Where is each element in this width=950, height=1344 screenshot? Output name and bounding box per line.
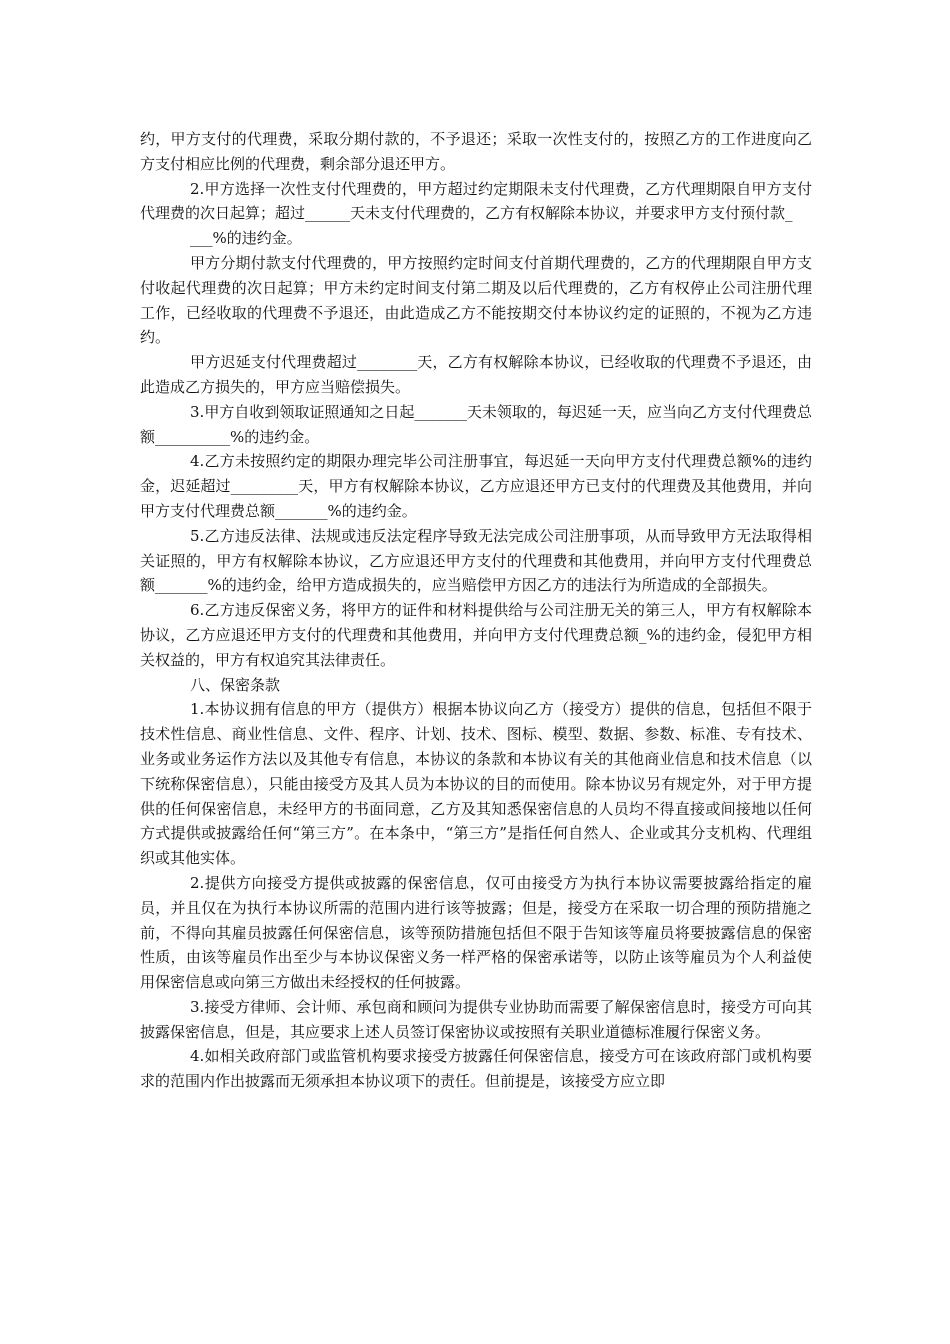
paragraph: ___%的违约金。 (190, 229, 302, 248)
document-body (140, 127, 812, 1094)
paragraph: 甲方分期付款支付代理费的，甲方按照约定时间支付首期代理费的，乙方的代理期限自甲方支付收起代理费的次日起算；甲方未约定时间支付第二期及以后代理费的，乙方有权停止公司注册代理工作，已经收取的代理费不予退还，由此造成乙方不能按期交付本协议约定的证照的，不视为乙方违约。 (140, 253, 812, 347)
paragraph: 4.如相关政府部门或监管机构要求接受方披露任何保密信息，接受方可在该政府部门或机构要求的范围内作出披露而无须承担本协议项下的责任。但前提是，该接受方应立即 (140, 1047, 812, 1091)
paragraph: 3.接受方律师、会计师、承包商和顾问为提供专业协助而需要了解保密信息时，接受方可向其披露保密信息，但是，其应要求上述人员签订保密协议或按照有关职业道德标准履行保密义务。 (140, 997, 812, 1041)
paragraph: 3.甲方自收到领取证照通知之日起_______天未领取的，每迟延一天，应当向乙方支付代理费总额__________%的违约金。 (140, 402, 812, 446)
paragraph: 1.本协议拥有信息的甲方（提供方）根据本协议向乙方（接受方）提供的信息，包括但不限于技术性信息、商业性信息、文件、程序、计划、技术、图标、模型、数据、参数、标准、专有技术、业务或业务运作方法以及其他专有信息，本协议的条款和本协议有关的其他商业信息和技术信息（以下统称保密信息），只能由接受方及其人员为本协议的目的而使用。除本协议另有规定外，对于甲方提供的任何保密信息，未经甲方的书面同意，乙方及其知悉保密信息的人员均不得直接或间接地以任何方式提供或披露给任何“第三方”。在本条中，“第三方”是指任何自然人、企业或其分支机构、代理组织或其他实体。 (140, 700, 812, 868)
paragraph: 约，甲方支付的代理费，采取分期付款的，不予退还；采取一次性支付的，按照乙方的工作进度向乙方支付相应比例的代理费，剩余部分退还甲方。 (140, 130, 812, 173)
paragraph: 4.乙方未按照约定的期限办理完毕公司注册事宜，每迟延一天向甲方支付代理费总额%的违约金，迟延超过_________天，甲方有权解除本协议，乙方应退还甲方已支付的代理费及其他费用，并向甲方支付代理费总额_______%的违约金。 (140, 452, 812, 520)
paragraph: 甲方迟延支付代理费超过________天，乙方有权解除本协议，已经收取的代理费不予退还，由此造成乙方损失的，甲方应当赔偿损失。 (140, 353, 812, 396)
paragraph: 6.乙方违反保密义务，将甲方的证件和材料提供给与公司注册无关的第三人，甲方有权解除本协议，乙方应退还甲方支付的代理费和其他费用，并向甲方支付代理费总额_%的违约金，侵犯甲方相关权益的，甲方有权追究其法律责任。 (140, 601, 812, 669)
paragraph: 5.乙方违反法律、法规或违反法定程序导致无法完成公司注册事项，从而导致甲方无法取得相关证照的，甲方有权解除本协议，乙方应退还甲方支付的代理费和其他费用，并向甲方支付代理费总额_______%的违约金，给甲方造成损失的，应当赔偿甲方因乙方的违法行为所造成的全部损失。 (140, 526, 812, 595)
paragraph: 2.甲方选择一次性支付代理费的，甲方超过约定期限未支付代理费，乙方代理期限自甲方支付代理费的次日起算；超过______天未支付代理费的，乙方有权解除本协议，并要求甲方支付预付款_ (140, 179, 812, 223)
section-heading: 八、保密条款 (190, 675, 281, 694)
paragraph: 2.提供方向接受方提供或披露的保密信息，仅可由接受方为执行本协议需要披露给指定的雇员，并且仅在为执行本协议所需的范围内进行该等披露；但是，接受方在采取一切合理的预防措施之前，不得向其雇员披露任何保密信息，该等预防措施包括但不限于告知该等雇员将要披露信息的保密性质，由该等雇员作出至少与本协议保密义务一样严格的保密承诺等，以防止该等雇员为个人利益使用保密信息或向第三方做出未经授权的任何披露。 (140, 873, 812, 992)
